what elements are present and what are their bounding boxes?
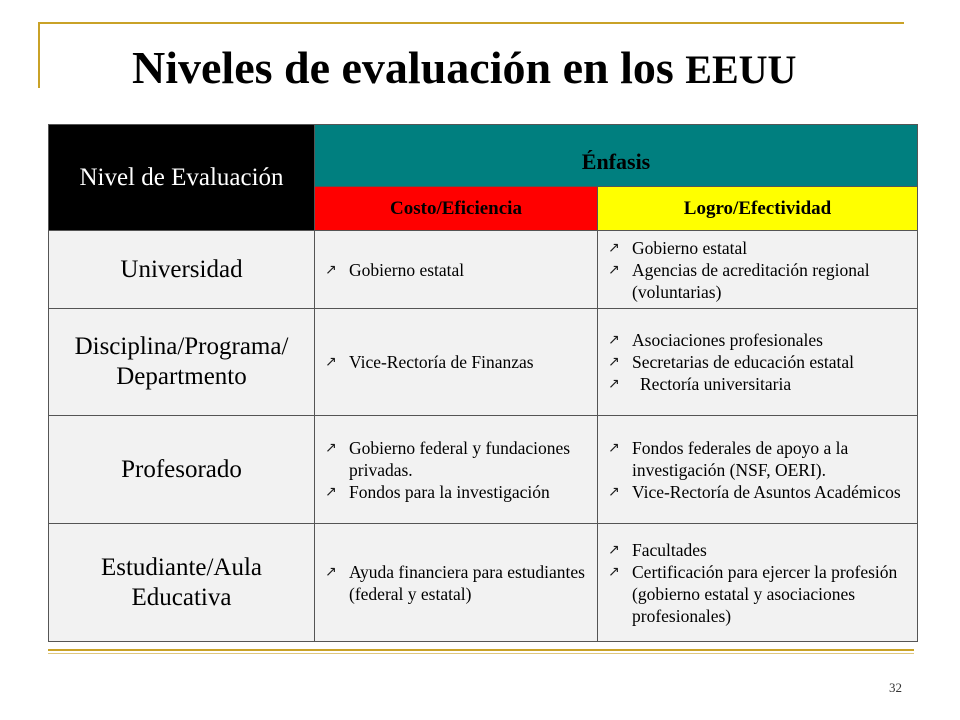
item-text: Asociaciones profesionales (632, 330, 823, 350)
cost-list (315, 437, 597, 503)
arrow-bullet-icon: ↗ (608, 563, 620, 580)
arrow-bullet-icon: ↗ (608, 376, 620, 392)
logro-cell (598, 524, 918, 642)
list-item (608, 259, 911, 303)
list-item (325, 351, 591, 373)
top-horizontal-line (38, 22, 904, 24)
list-item (608, 351, 911, 373)
table-row (49, 309, 918, 416)
slide-title (132, 38, 796, 100)
item-text: Rectoría universitaria (640, 374, 792, 394)
evaluation-table (48, 124, 918, 642)
cost-cell (315, 416, 598, 524)
header-cost: Costo/Eficiencia (315, 187, 598, 231)
logro-list (598, 329, 917, 395)
arrow-bullet-icon: ↗ (325, 563, 337, 580)
list-item (608, 373, 911, 395)
bottom-horizontal-line-thin (48, 653, 914, 654)
title-caps: EEUU (685, 47, 797, 92)
level-cell: Universidad (49, 231, 315, 309)
list-item (608, 481, 911, 503)
cost-cell (315, 309, 598, 416)
arrow-bullet-icon: ↗ (608, 239, 620, 256)
header-logro: Logro/Efectividad (598, 187, 918, 231)
item-text: Facultades (632, 539, 707, 560)
table-row (49, 231, 918, 309)
item-text: Ayuda financiera para estudiantes (federal y estatal) (349, 561, 585, 604)
logro-cell (598, 309, 918, 416)
logro-cell (598, 231, 918, 309)
item-text: Secretarias de educación estatal (632, 352, 855, 372)
cost-cell (315, 524, 598, 642)
list-item (608, 437, 911, 481)
logro-list (598, 437, 917, 503)
list-item (608, 539, 911, 561)
title-text: Niveles de evaluación en los (132, 42, 686, 93)
table-row (49, 416, 918, 524)
cost-list (315, 351, 597, 373)
cost-list (315, 561, 597, 605)
table-row (49, 524, 918, 642)
bottom-horizontal-line (48, 649, 914, 651)
arrow-bullet-icon: ↗ (608, 541, 620, 558)
level-cell: Disciplina/Programa/ Departmento (49, 309, 315, 416)
logro-list (598, 237, 917, 303)
item-text: Vice-Rectoría de Asuntos Académicos (632, 481, 901, 502)
list-item (608, 237, 911, 259)
header-nivel: Nivel de Evaluación (49, 125, 315, 231)
item-text: Gobierno federal y fundaciones privadas. (349, 437, 571, 480)
arrow-bullet-icon: ↗ (608, 332, 620, 348)
top-left-vertical-line (38, 22, 40, 88)
page-number: 32 (889, 680, 902, 695)
item-text: Gobierno estatal (632, 237, 748, 258)
item-text: Fondos para la investigación (349, 481, 550, 502)
header-emphasis: Énfasis (315, 125, 918, 187)
item-text: Certificación para ejercer la profesión (gobierno estatal y asociaciones profesionales) (632, 561, 898, 626)
arrow-bullet-icon: ↗ (325, 439, 337, 456)
logro-cell (598, 416, 918, 524)
arrow-bullet-icon: ↗ (608, 354, 620, 370)
level-cell: Estudiante/Aula Educativa (49, 524, 315, 642)
item-text: Vice-Rectoría de Finanzas (349, 352, 534, 372)
list-item (608, 561, 911, 627)
list-item (325, 259, 591, 281)
cost-cell (315, 231, 598, 309)
level-cell: Profesorado (49, 416, 315, 524)
list-item (608, 329, 911, 351)
list-item (325, 561, 591, 605)
arrow-bullet-icon: ↗ (325, 483, 337, 500)
logro-list (598, 539, 917, 627)
arrow-bullet-icon: ↗ (325, 354, 337, 370)
item-text: Gobierno estatal (349, 259, 465, 280)
item-text: Agencias de acreditación regional (voluntarias) (632, 259, 870, 302)
list-item (325, 481, 591, 503)
item-text: Fondos federales de apoyo a la investigación (NSF, OERI). (632, 437, 849, 480)
arrow-bullet-icon: ↗ (325, 261, 337, 278)
list-item (325, 437, 591, 481)
cost-list (315, 259, 597, 281)
arrow-bullet-icon: ↗ (608, 483, 620, 500)
arrow-bullet-icon: ↗ (608, 261, 620, 278)
arrow-bullet-icon: ↗ (608, 439, 620, 456)
